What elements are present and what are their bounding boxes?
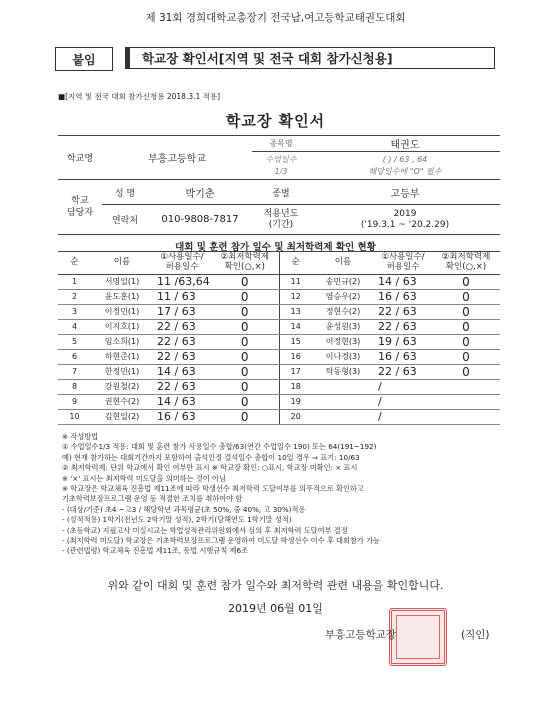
row-days: 22 / 63 bbox=[374, 364, 432, 379]
row-days: 22 / 63 bbox=[374, 304, 432, 319]
name-label: 성 명 bbox=[102, 180, 148, 205]
row-mark: 0 bbox=[211, 364, 279, 379]
header-min-2: 확인(○,×) bbox=[445, 261, 487, 272]
row-name: 이지호(1) bbox=[91, 319, 153, 334]
row-name: 강원철(2) bbox=[91, 379, 153, 394]
row-mark: 0 bbox=[211, 289, 279, 304]
table-title: 대회 및 훈련 참가 일수 및 최저학력제 확인 현황 bbox=[175, 242, 376, 253]
attach-label: 붙임 bbox=[55, 47, 113, 71]
table-row bbox=[58, 409, 500, 424]
period-value bbox=[310, 205, 500, 235]
row-name: 이정현(3) bbox=[312, 334, 374, 349]
header-min-2: 확인(○,×) bbox=[224, 261, 265, 272]
row-no: 19 bbox=[279, 394, 312, 409]
row-no: 17 bbox=[279, 364, 312, 379]
row-no: 3 bbox=[58, 304, 91, 319]
note-line: - (관련법령) 학교체육 진흥법 제11조, 동법 시행규칙 제6조 bbox=[62, 546, 249, 556]
row-days: / bbox=[374, 394, 432, 409]
header-min-1: ②최저학력제 bbox=[220, 252, 270, 262]
row-name bbox=[312, 379, 374, 394]
contact-label: 연락처 bbox=[102, 205, 148, 235]
row-mark: 0 bbox=[211, 319, 279, 334]
table-row bbox=[58, 274, 500, 289]
row-no: 7 bbox=[58, 364, 91, 379]
row-name: 윤성원(3) bbox=[312, 319, 374, 334]
rep-label bbox=[58, 180, 102, 235]
date-text: 2019년 06월 01일 bbox=[228, 602, 323, 615]
form-note: ■[지역 및 전국 대회 참가신청용 2018.3.1 적용] bbox=[58, 92, 221, 101]
header-min bbox=[432, 252, 500, 275]
header-name: 이름 bbox=[312, 252, 374, 275]
row-name: 송민규(2) bbox=[312, 274, 374, 289]
confirm-text: 위와 같이 대회 및 훈련 참가 일수와 최저학력 관련 내용을 확인합니다. bbox=[107, 579, 444, 592]
row-mark: 0 bbox=[432, 289, 500, 304]
class-days-value bbox=[310, 152, 500, 180]
row-no: 11 bbox=[279, 274, 312, 289]
participation-table bbox=[58, 251, 500, 425]
row-no: 15 bbox=[279, 334, 312, 349]
row-days: / bbox=[374, 409, 432, 424]
rep-label-2: 담당자 bbox=[66, 208, 94, 218]
header-days-1: ①사용일수/ bbox=[381, 252, 425, 262]
notes bbox=[62, 432, 507, 557]
row-no: 13 bbox=[279, 304, 312, 319]
class-days-formula: ( ) / 63 , 64 bbox=[382, 154, 428, 164]
row-mark bbox=[432, 394, 500, 409]
note-line: ② 최저학력제: 단위 학교에서 확인 여부만 표시 ※ 학교장 확인: ○표시, 학교장 미확인: × 표시 bbox=[62, 463, 358, 473]
row-no: 8 bbox=[58, 379, 91, 394]
table-row bbox=[58, 334, 500, 349]
name-value: 박기춘 bbox=[148, 180, 252, 205]
note-line: ① 수업일수1/3 적용: 대회 및 훈련 참가 사용일수 총합/63(연간 수업일수 190) 또는 64(191~192) bbox=[62, 442, 377, 452]
row-name: 탁동형(3) bbox=[312, 364, 374, 379]
row-no: 18 bbox=[279, 379, 312, 394]
row-no: 10 bbox=[58, 409, 91, 424]
table-row bbox=[58, 349, 500, 364]
row-mark: 0 bbox=[211, 409, 279, 424]
row-days: 14 / 63 bbox=[153, 394, 211, 409]
period-label-2: (기간) bbox=[268, 219, 294, 230]
row-no: 14 bbox=[279, 319, 312, 334]
row-name: 한정민(1) bbox=[91, 364, 153, 379]
header-days-1: ①사용일수/ bbox=[160, 252, 204, 262]
row-no: 9 bbox=[58, 394, 91, 409]
row-mark: 0 bbox=[432, 274, 500, 289]
contact-value: 010-9808-7817 bbox=[148, 205, 252, 235]
note-line: 기초학력보장프로그램 운영 등 적절한 조치를 취하여야 함 bbox=[62, 494, 243, 504]
row-name: 이정민(1) bbox=[91, 304, 153, 319]
row-days: 19 / 63 bbox=[374, 334, 432, 349]
school-sign: 부흥고등학교장 bbox=[325, 629, 397, 641]
row-name: 정현수(2) bbox=[312, 304, 374, 319]
row-no: 16 bbox=[279, 349, 312, 364]
row-no: 6 bbox=[58, 349, 91, 364]
header-no: 순 bbox=[58, 252, 91, 275]
class-days-label bbox=[252, 152, 310, 180]
period-label bbox=[252, 205, 310, 235]
row-mark: 0 bbox=[432, 349, 500, 364]
class-days-frac: 1/3 bbox=[274, 166, 288, 176]
row-no: 2 bbox=[58, 289, 91, 304]
event-title: 제 31회 경희대학교총장기 전국남,여고등학교태권도대회 bbox=[145, 12, 406, 24]
row-mark bbox=[432, 409, 500, 424]
header-name: 이름 bbox=[91, 252, 153, 275]
header-min-1: ②최저학력제 bbox=[441, 252, 491, 262]
row-name bbox=[312, 394, 374, 409]
header-days-2: 허용일수 bbox=[165, 261, 199, 272]
row-mark bbox=[432, 379, 500, 394]
row-mark: 0 bbox=[211, 349, 279, 364]
table-row bbox=[58, 394, 500, 409]
row-days: 14 / 63 bbox=[374, 274, 432, 289]
class-days-label-text: 수업일수 bbox=[265, 154, 297, 164]
row-mark: 0 bbox=[432, 364, 500, 379]
school-name: 부흥고등학교 bbox=[102, 136, 252, 180]
row-mark: 0 bbox=[432, 304, 500, 319]
row-days: 14 / 63 bbox=[153, 364, 211, 379]
header-no: 순 bbox=[279, 252, 312, 275]
row-name: 하현준(1) bbox=[91, 349, 153, 364]
row-mark: 0 bbox=[211, 394, 279, 409]
category-label: 종별 bbox=[252, 180, 310, 205]
period-label-1: 적용년도 bbox=[263, 208, 299, 219]
note-line: ※ 학교장은 학교체육 진흥법 제11조에 따라 학생선수 최저학력 도달여부를 의무적으로 확인하고 bbox=[62, 484, 364, 494]
row-no: 5 bbox=[58, 334, 91, 349]
period-range: ('19.3.1 ~ '20.2.29) bbox=[360, 219, 450, 230]
table-row bbox=[58, 304, 500, 319]
table-row bbox=[58, 289, 500, 304]
table-row bbox=[58, 319, 500, 334]
row-mark: 0 bbox=[211, 304, 279, 319]
row-no: 1 bbox=[58, 274, 91, 289]
period-year: 2019 bbox=[393, 208, 417, 219]
note-line: - (최저학력 미도달) 학교장은 기초학력보장프로그램 운영하여 미도달 학생선수 이수 후 대회참가 가능 bbox=[62, 536, 381, 546]
row-days: 11 / 63 bbox=[153, 289, 211, 304]
row-no: 12 bbox=[279, 289, 312, 304]
class-days-hint: 해당일수에 "O" 필수 bbox=[368, 166, 442, 176]
row-days: 16 / 63 bbox=[374, 289, 432, 304]
row-name: 이나경(3) bbox=[312, 349, 374, 364]
school-seal bbox=[389, 608, 447, 666]
doc-title: 학교장 확인서 bbox=[225, 112, 326, 130]
row-days: 22 / 63 bbox=[153, 319, 211, 334]
note-line: 예) 현재 참가하는 대회기간까지 포함하여 출석인정 결석일수 총합이 10일 경우 ⇒ 표기: 10/63 bbox=[62, 452, 360, 462]
header-min bbox=[211, 252, 279, 275]
row-mark: 0 bbox=[432, 319, 500, 334]
row-no: 20 bbox=[279, 409, 312, 424]
header-days bbox=[153, 252, 211, 275]
row-days: 16 / 63 bbox=[374, 349, 432, 364]
school-label: 학교명 bbox=[58, 136, 102, 180]
row-name: 임소희(1) bbox=[91, 334, 153, 349]
header-days-2: 허용일수 bbox=[386, 261, 420, 272]
row-days: 22 / 63 bbox=[153, 379, 211, 394]
note-line: - (초등학교) 지필고사 미실시교는 학업성적관리위원회에서 심의 후 최저학력 도달여부 결정 bbox=[62, 525, 348, 535]
sign-suffix: (직인) bbox=[461, 629, 490, 641]
category-value: 고등부 bbox=[310, 180, 500, 205]
info-table bbox=[58, 135, 500, 235]
table-row bbox=[58, 379, 500, 394]
note-line: ※ '×' 표시는 최저학력 미도달을 의미하는 것이 아님 bbox=[62, 473, 226, 483]
table-row bbox=[58, 364, 500, 379]
row-name: 서명일(1) bbox=[91, 274, 153, 289]
row-mark: 0 bbox=[211, 274, 279, 289]
row-days: 22 / 63 bbox=[153, 349, 211, 364]
note-line: ※ 작성방법 bbox=[62, 432, 99, 441]
row-days: 22 / 63 bbox=[153, 334, 211, 349]
sport-value: 태권도 bbox=[310, 136, 500, 152]
note-line: - (대상/기준) 초4 ~고3 / 해당학년 과목평균(초 50%, 중 40%, 고 30%)적용 bbox=[62, 504, 306, 514]
row-days: 22 / 63 bbox=[374, 319, 432, 334]
row-name: 염승우(2) bbox=[312, 289, 374, 304]
row-days: 11 /63,64 bbox=[153, 274, 211, 289]
row-mark: 0 bbox=[211, 334, 279, 349]
row-days: 17 / 63 bbox=[153, 304, 211, 319]
sport-label: 종목명 bbox=[252, 136, 310, 152]
row-days: / bbox=[374, 379, 432, 394]
row-name bbox=[312, 409, 374, 424]
row-name: 윤도훈(1) bbox=[91, 289, 153, 304]
row-name: 김현일(2) bbox=[91, 409, 153, 424]
attach-title: 학교장 확인서[지역 및 전국 대회 참가신청용] bbox=[125, 47, 495, 69]
note-line: - (성적적용) 1학기(전년도 2학기말 성적), 2학기(당해연도 1학기말 성적) bbox=[62, 515, 292, 525]
row-mark: 0 bbox=[211, 379, 279, 394]
row-no: 4 bbox=[58, 319, 91, 334]
header-days bbox=[374, 252, 432, 275]
row-name: 권현수(2) bbox=[91, 394, 153, 409]
row-days: 16 / 63 bbox=[153, 409, 211, 424]
row-mark: 0 bbox=[432, 334, 500, 349]
rep-label-1: 학교 bbox=[71, 196, 89, 206]
